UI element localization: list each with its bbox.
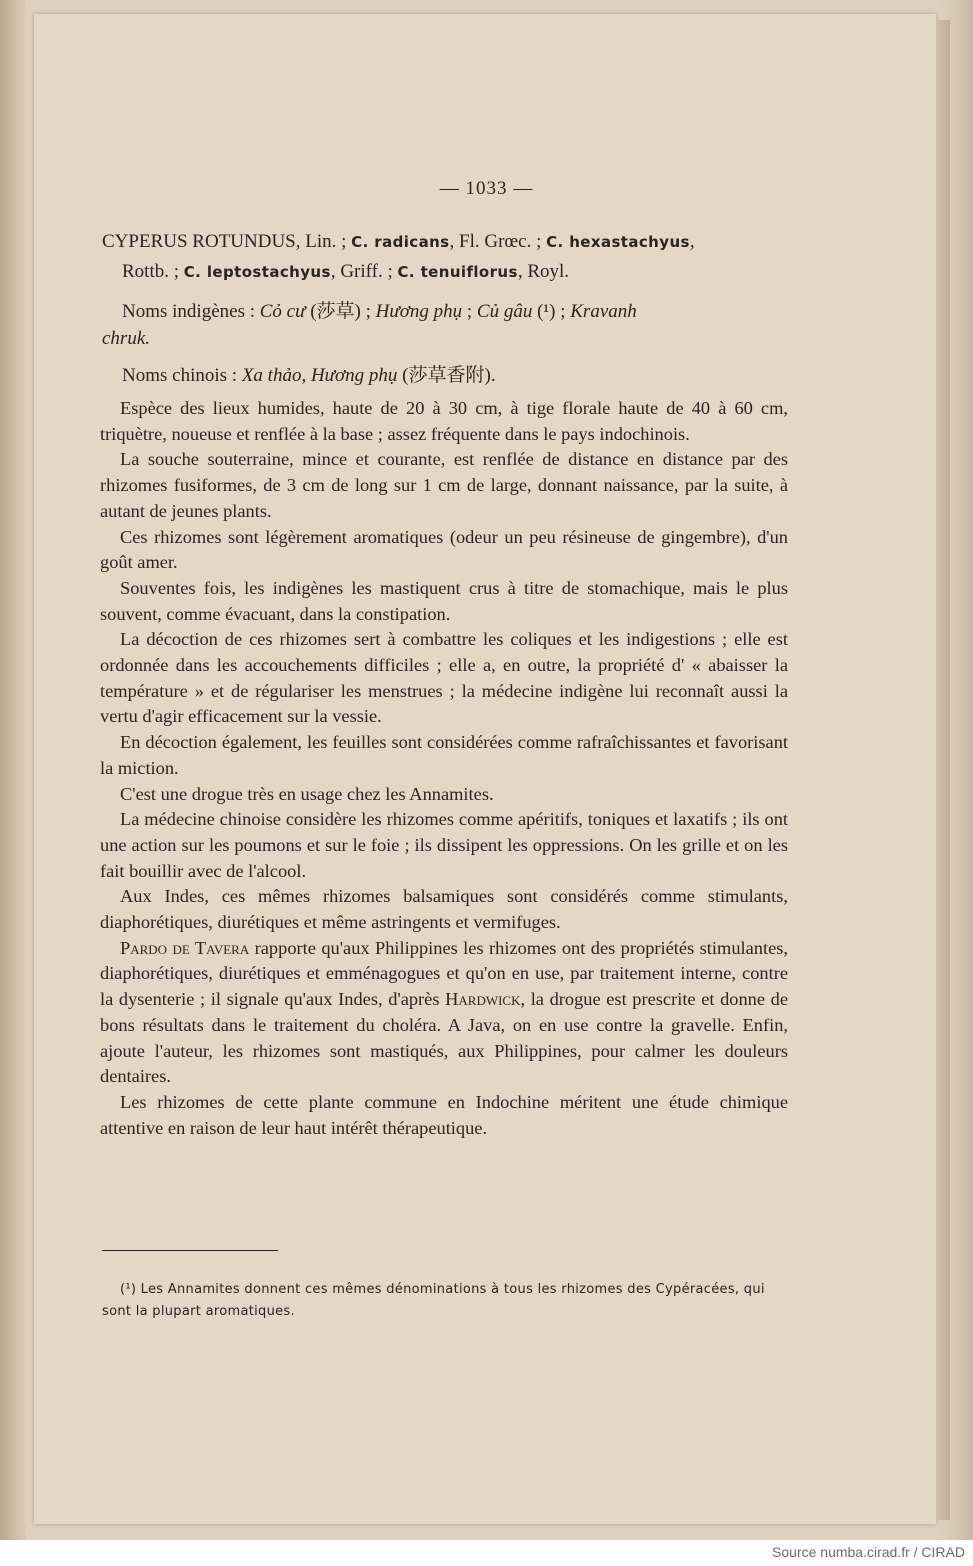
chinese-names	[122, 360, 496, 387]
name-kravanh: Kravanh	[570, 301, 637, 322]
footnote-rule	[102, 1250, 278, 1251]
paragraph: C'est une drogue très en usage chez les Annamites.	[120, 783, 494, 804]
name-huong-phu: Hương phụ	[375, 301, 463, 322]
species-heading-line1	[102, 231, 695, 253]
page-edge	[936, 20, 950, 1520]
chinese-names-label: Noms chinois :	[122, 365, 242, 386]
author-pardo-de-tavera: Pardo de Tavera	[120, 937, 250, 958]
paragraph: La décoction de ces rhizomes sert à combattre les coliques et les indigestions ; elle est ordonnée dans les accouchements difficiles ; elle a, en outre, la propriété d' « abaisser la température » et de régulariser les menstrues ; la médecine indigène lui reconnaît aussi la vertu d'agir efficacement sur la vessie.	[100, 629, 788, 727]
separator: ;	[462, 301, 477, 322]
paragraph: La souche souterraine, mince et courante, est renflée de distance en distance par des rhizomes fusiformes, de 3 cm de long sur 1 cm de large, donnant naissance, par la suite, à autant de jeunes plants.	[100, 449, 788, 521]
paragraph: Espèce des lieux humides, haute de 20 à 30 cm, à tige florale haute de 40 à 60 cm, triquètre, noueuse et renflée à la base ; assez fréquente dans le pays indochinois.	[100, 398, 788, 444]
synonym-radicans: C. radicans	[351, 233, 450, 251]
heading-text: , Lin. ;	[295, 231, 352, 252]
book-binding	[0, 0, 26, 1540]
heading-text: , Griff. ;	[330, 261, 398, 282]
paragraph: En décoction également, les feuilles sont considérées comme rafraîchissantes et favorisant la miction.	[100, 732, 788, 778]
synonym-tenuiflorus: C. tenuiflorus	[397, 263, 518, 281]
body-text	[100, 396, 788, 1141]
paragraph-text: , la drogue est prescrite et donne de bons résultats dans le traitement du choléra. A Java, on en use contre la gravelle. Enfin, ajoute l'auteur, les rhizomes sont mastiqués, aux Philippines, pour calmer les douleurs dentaires.	[100, 989, 788, 1087]
footnote-text: (¹) Les Annamites donnent ces mêmes dénominations à tous les rhizomes des Cypéracées, qui sont la plupart aromatiques.	[102, 1282, 765, 1319]
paragraph-pardo	[100, 936, 788, 1090]
paragraph: Aux Indes, ces mêmes rhizomes balsamiques sont considérés comme stimulants, diaphorétiques, diurétiques et même astringents et vermifuges.	[100, 886, 788, 933]
footnote	[102, 1279, 788, 1323]
chinese-characters: (莎草香附).	[397, 365, 496, 386]
synonym-leptostachyus: C. leptostachyus	[183, 263, 331, 281]
synonym-hexastachyus: C. hexastachyus	[546, 233, 690, 251]
heading-text: , Royl.	[517, 261, 570, 282]
heading-text: Rottb. ;	[122, 261, 184, 282]
source-credit: Source numba.cirad.fr / CIRAD	[772, 1544, 965, 1560]
chinese-characters: (莎草) ;	[305, 301, 376, 322]
name-co-cu: Cỏ cư	[259, 301, 306, 322]
author-hardwick: Hardwick	[445, 989, 521, 1010]
footnote-ref: (¹) ;	[532, 301, 571, 322]
species-name: CYPERUS ROTUNDUS	[102, 231, 296, 252]
paragraph-text: rapporte qu'aux Philippines les rhizomes ont des propriétés stimulantes, diaphorétiques, diurétiques et emménagogues et qu'on en use, par traitement interne, contre la dysenterie ; il signale qu'aux Indes, d'après	[100, 937, 789, 1010]
species-heading-line2	[122, 261, 569, 283]
paragraph: La médecine chinoise considère les rhizomes comme apéritifs, toniques et laxatifs ; ils ont une action sur les poumons et sur le foie ; ils dissipent les oppressions. On les grille et on les fait bouillir avec de l'alcool.	[100, 809, 788, 881]
page-number: — 1033 —	[439, 178, 534, 199]
heading-text: ,	[689, 231, 695, 252]
heading-text: , Fl. Grœc. ;	[449, 231, 547, 252]
name-cu-gau: Củ gâu	[476, 301, 533, 322]
indigenous-names	[102, 298, 790, 352]
indigenous-names-label: Noms indigènes :	[122, 301, 260, 322]
paragraph: Souventes fois, les indigènes les mastiquent crus à titre de stomachique, mais le plus souvent, comme évacuant, dans la constipation.	[100, 577, 788, 624]
paragraph: Les rhizomes de cette plante commune en Indochine méritent une étude chimique attentive en raison de leur haut intérêt thérapeutique.	[100, 1091, 788, 1138]
name-xa-thao: Xa thảo, Hương phụ	[241, 365, 398, 386]
paragraph: Ces rhizomes sont légèrement aromatiques (odeur un peu résineuse de gingembre), d'un goût amer.	[100, 526, 788, 573]
name-chruk: chruk.	[102, 328, 151, 349]
